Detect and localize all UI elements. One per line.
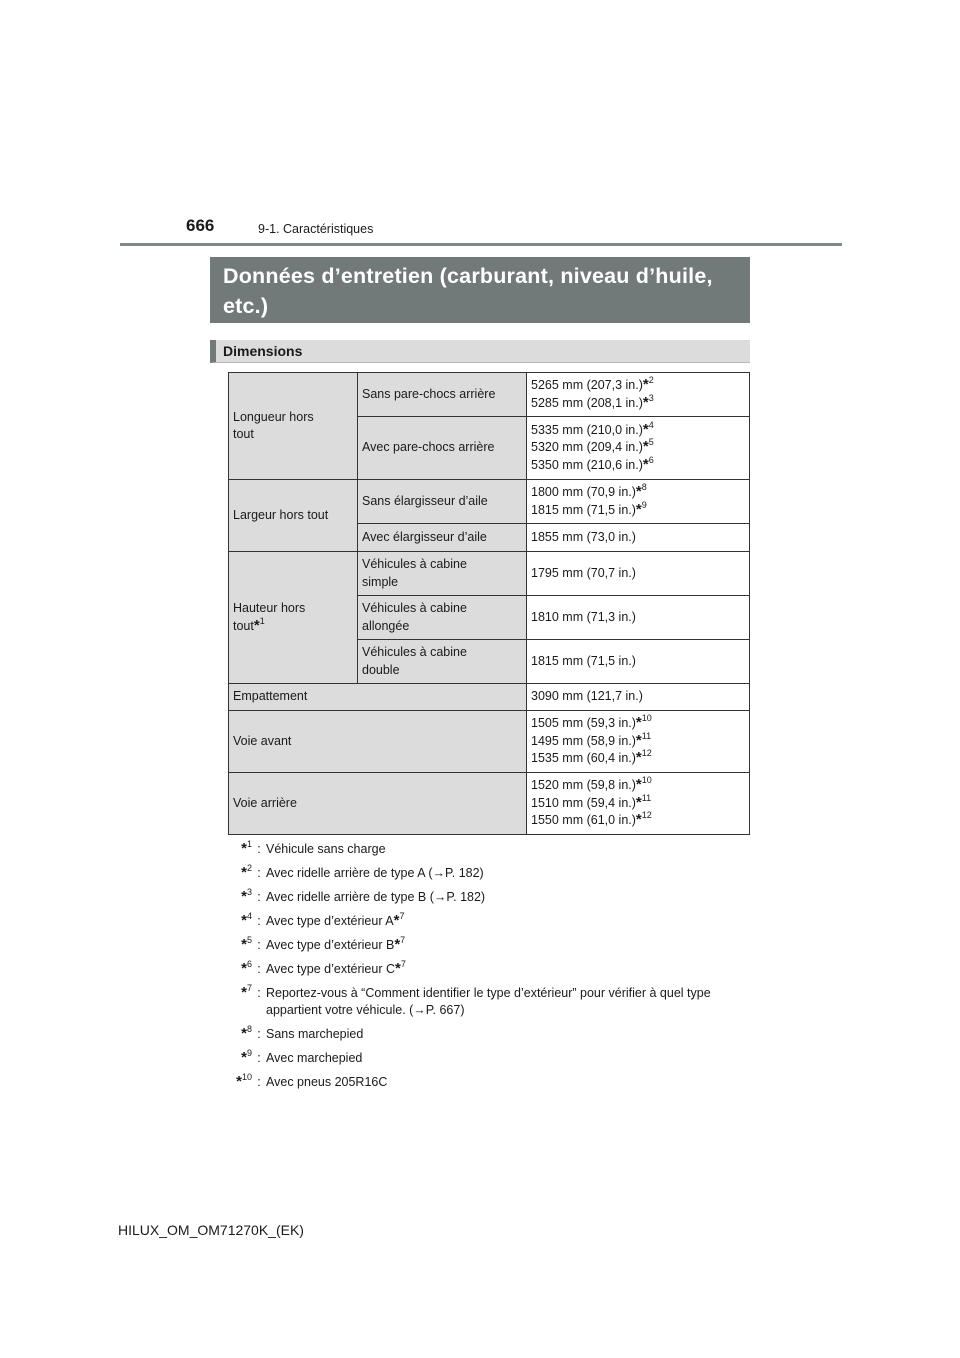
sub-label: Sans élargisseur d’aile: [358, 480, 527, 524]
footnote-item: *$^2$ : Avec ridelle arrière de type A (→P. 182): [241, 863, 484, 881]
table-row: [229, 711, 750, 773]
label-overall-width: Largeur hors tout: [229, 480, 358, 552]
table-row: [229, 373, 750, 417]
table-row: [229, 773, 750, 835]
table-row: [229, 684, 750, 711]
label-wheelbase: Empattement: [229, 684, 527, 711]
value-cell: 1855 mm (73,0 in.): [527, 524, 750, 552]
page-number: 666: [186, 216, 215, 235]
value-cell: 3090 mm (121,7 in.): [527, 684, 750, 711]
footnote-list: [214, 841, 754, 1098]
value-cell: 1520 mm (59,8 in.)*$^{10}$ 1510 mm (59,4 in.)*$^{11}$ 1550 mm (61,0 in.)*$^{12}$: [527, 773, 750, 835]
section-label: 9-1. Caractéristiques: [258, 222, 374, 236]
sub-label: Véhicules à cabine allongée: [358, 596, 527, 640]
label-overall-height: Hauteur hors tout*$^1$: [229, 552, 358, 684]
footnote-item: *$^5$ : Avec type d’extérieur B*$^7$: [241, 935, 406, 953]
sub-label: Sans pare-chocs arrière: [358, 373, 527, 417]
label-front-tread: Voie avant: [229, 711, 527, 773]
sub-label: Véhicules à cabine double: [358, 640, 527, 684]
value-cell: 5265 mm (207,3 in.)*$^2$ 5285 mm (208,1 in.)*$^3$: [527, 373, 750, 417]
table-row: [229, 480, 750, 524]
label-overall-length: Longueur hors tout: [229, 373, 358, 480]
sub-label: Véhicules à cabine simple: [358, 552, 527, 596]
label-rear-tread: Voie arrière: [229, 773, 527, 835]
footnote-item: *$^{10}$ : Avec pneus 205R16C: [236, 1072, 388, 1090]
page-title: [210, 257, 750, 323]
page-title-line2: etc.): [223, 294, 269, 318]
page-title-line1: Données d’entretien (carburant, niveau d’huile,: [223, 264, 713, 288]
dimensions-table: [228, 372, 750, 835]
document-code: HILUX_OM_OM71270K_(EK): [118, 1222, 304, 1238]
value-cell: 1815 mm (71,5 in.): [527, 640, 750, 684]
footnote-item: *$^7$ : Reportez-vous à “Comment identifier le type d’extérieur” pour vérifier à quel type appartient votre véhicule. (→P. 667): [241, 983, 711, 1017]
header-rule: [120, 243, 842, 246]
value-cell: 1810 mm (71,3 in.): [527, 596, 750, 640]
footnote-item: *$^8$ : Sans marchepied: [241, 1024, 364, 1042]
value-cell: 1505 mm (59,3 in.)*$^{10}$ 1495 mm (58,9 in.)*$^{11}$ 1535 mm (60,4 in.)*$^{12}$: [527, 711, 750, 773]
value-cell: 5335 mm (210,0 in.)*$^4$ 5320 mm (209,4 in.)*$^5$ 5350 mm (210,6 in.)*$^6$: [527, 417, 750, 480]
sub-label: Avec pare-chocs arrière: [358, 417, 527, 480]
value-cell: 1800 mm (70,9 in.)*$^8$ 1815 mm (71,5 in.)*$^9$: [527, 480, 750, 524]
footnote-item: *$^9$ : Avec marchepied: [241, 1048, 363, 1066]
sub-label: Avec élargisseur d’aile: [358, 524, 527, 552]
footnote-item: *$^1$ : Véhicule sans charge: [241, 839, 386, 857]
footnote-item: *$^6$ : Avec type d’extérieur C*$^7$: [241, 959, 406, 977]
value-cell: 1795 mm (70,7 in.): [527, 552, 750, 596]
footnote-item: *$^3$ : Avec ridelle arrière de type B (→P. 182): [241, 887, 486, 905]
table-row: [229, 552, 750, 596]
footnote-item: *$^4$ : Avec type d’extérieur A*$^7$: [241, 911, 405, 929]
section-heading: Dimensions: [210, 340, 750, 363]
